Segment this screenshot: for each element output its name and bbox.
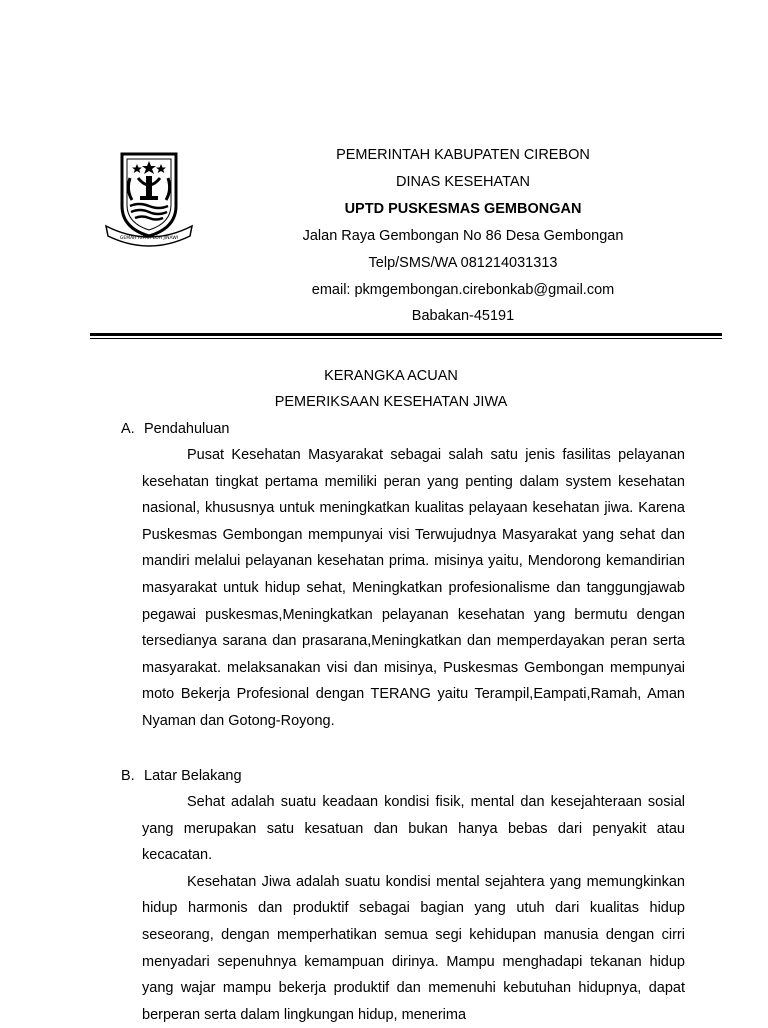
paragraph: Kesehatan Jiwa adalah suatu kondisi mental sejahtera yang memungkinkan hidup harmonis dan produktif sebagai bagian yang utuh dari kualitas hidup seseorang, dengan memperhatikan semua segi kehidupan manusia dengan cirri menyadari sepenuhnya kemampuan dirinya. Mampu menghadapi tekanan hidup yang wajar mampu bekerja produktif dan memenuhi kebutuhan hidupnya, dapat berperan serta dalam lingkungan hidup, menerima	[142, 873, 685, 1023]
section-body	[142, 442, 685, 735]
header-divider-thick	[90, 333, 722, 336]
header-phone: Telp/SMS/WA 081214031313	[368, 255, 558, 271]
header-email: email: pkmgembongan.cirebonkab@gmail.com	[311, 282, 615, 298]
section-heading	[121, 767, 242, 785]
section-heading	[121, 420, 229, 438]
section-title: Pendahuluan	[144, 421, 230, 437]
header-institution-name: UPTD PUSKESMAS GEMBONGAN	[344, 201, 582, 217]
header-address: Jalan Raya Gembongan No 86 Desa Gembongan	[302, 228, 624, 244]
section-title: Latar Belakang	[144, 768, 242, 784]
section-number: B.	[121, 768, 135, 784]
cirebon-regency-emblem-icon	[104, 148, 194, 248]
section-body	[142, 789, 685, 1028]
header-department-name: DINAS KESEHATAN	[395, 174, 531, 190]
paragraph: Sehat adalah suatu keadaan kondisi fisik, mental dan kesejahteraan sosial yang merupakan satu kesatuan dan bukan hanya bebas dari penyakit atau kecacatan.	[142, 794, 685, 864]
header-divider-thin	[90, 338, 722, 339]
section-number: A.	[121, 421, 135, 437]
header-government-name: PEMERINTAH KABUPATEN CIREBON	[336, 147, 590, 163]
svg-text:GEMAH RIPAH LOH JINAWI: GEMAH RIPAH LOH JINAWI	[119, 236, 179, 241]
paragraph: Pusat Kesehatan Masyarakat sebagai salah satu jenis fasilitas pelayanan kesehatan tingkat pertama memiliki peran yang penting dalam system kesehatan nasional, khususnya untuk meningkatkan kualitas pelayaan kesehatan jiwa. Karena Puskesmas Gembongan mempunyai visi Terwujudnya Masyarakat yang sehat dan mandiri melalui pelayanan kesehatan prima. misinya yaitu, Mendorong kemandirian masyarakat untuk hidup sehat, Meningkatkan profesionalisme dan tanggungjawab pegawai puskesmas,Meningkatkan pelayanan kesehatan yang bermutu dengan tersedianya sarana dan prasarana,Meningkatkan dan memperdayakan peran serta masyarakat. melaksanakan visi dan misinya, Puskesmas Gembongan mempunyai moto Bekerja Profesional dengan TERANG yaitu Terampil,Eampati,Ramah, Aman Nyaman dan Gotong-Royong.	[142, 447, 685, 729]
document-subtitle: PEMERIKSAAN KESEHATAN JIWA	[274, 394, 508, 410]
document-title: KERANGKA ACUAN	[324, 368, 458, 384]
header-postal: Babakan-45191	[411, 308, 515, 324]
